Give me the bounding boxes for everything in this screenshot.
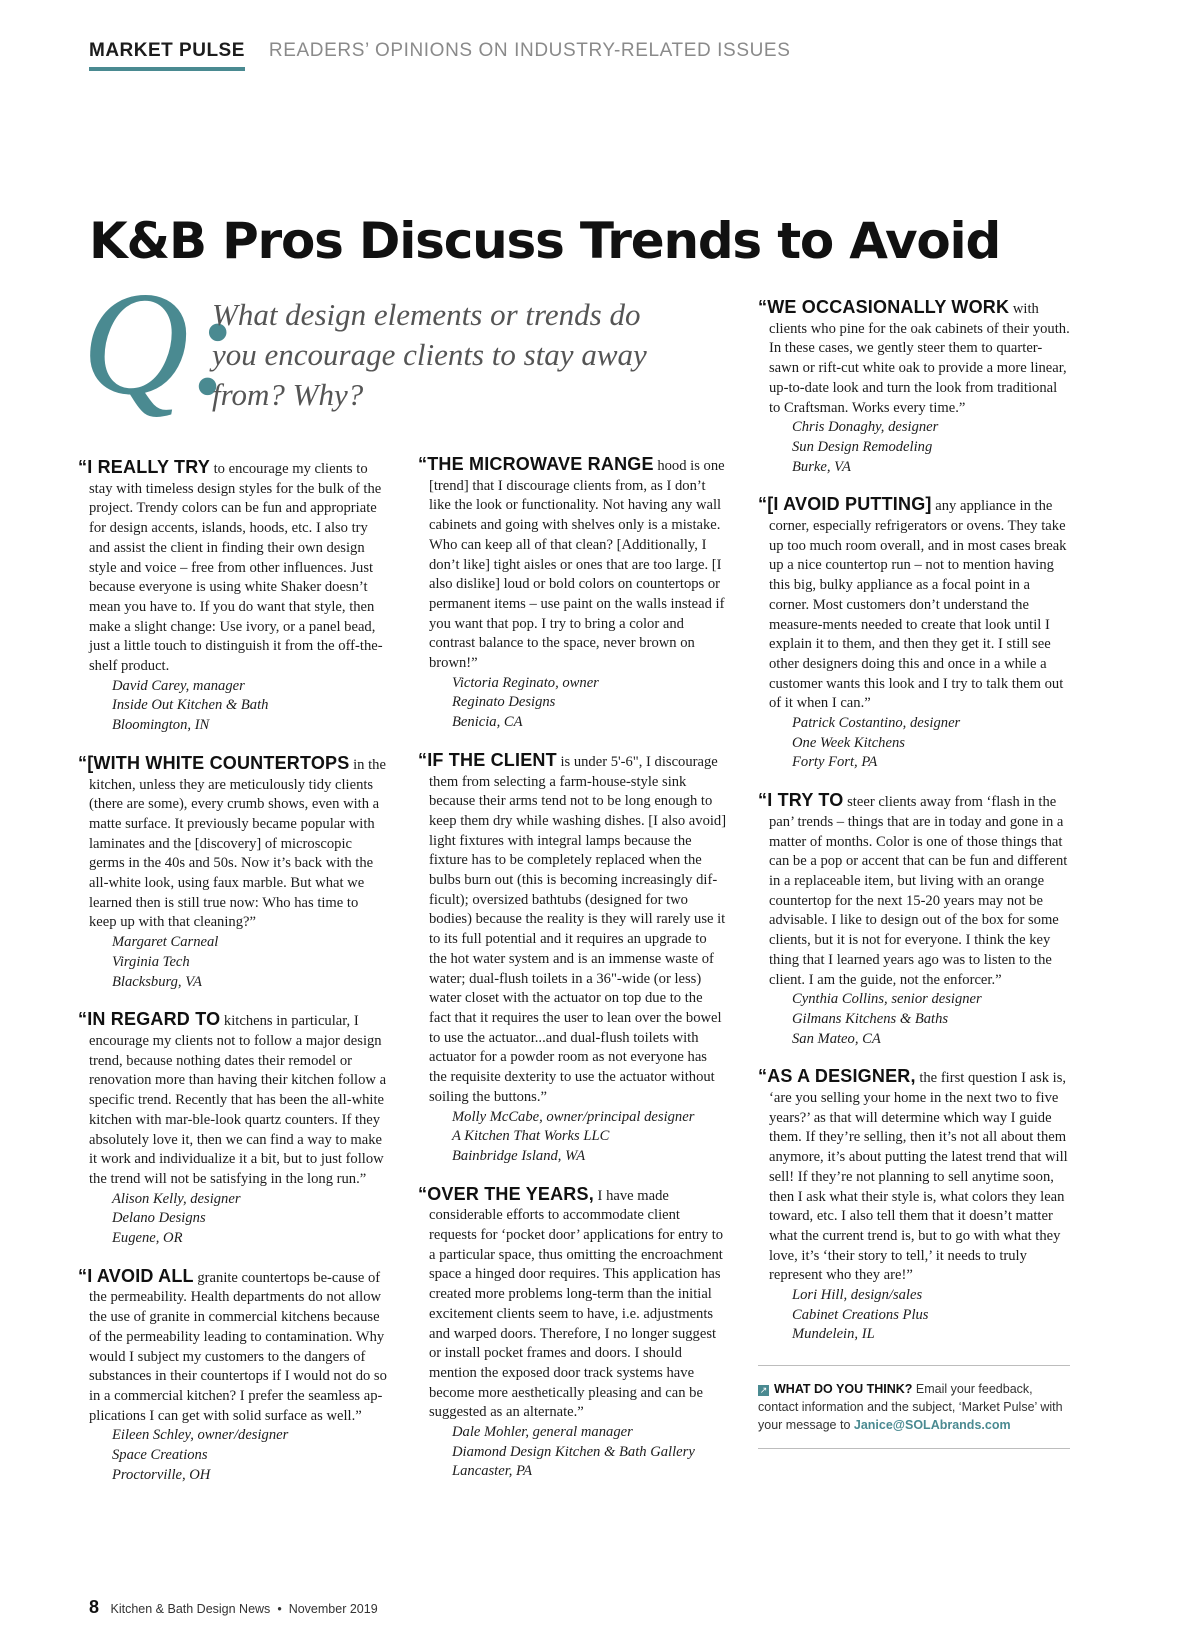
attribution-company: Reginato Designs	[452, 694, 556, 711]
page-number: 8	[89, 1597, 100, 1617]
quote-lead: “THE MICROWAVE RANGE	[418, 454, 654, 474]
column-1	[78, 458, 388, 1503]
attribution	[758, 714, 1070, 773]
attribution-location: Eugene, OR	[112, 1230, 183, 1247]
attribution-location: Proctorville, OH	[112, 1466, 211, 1483]
quote-paragraph	[758, 791, 1070, 990]
quote-lead: “[WITH WHITE COUNTERTOPS	[78, 752, 350, 773]
column-3	[758, 298, 1070, 1449]
attribution-name: Margaret Carneal	[112, 934, 219, 951]
quote-paragraph	[78, 1267, 388, 1427]
attribution-company: Virginia Tech	[112, 953, 190, 970]
quote-entry	[418, 455, 728, 733]
quote-body: steer clients away from ‘flash in the pan’ trends – things that are in today and gone in a matter of months. Color is one of those things that can be a pop or accent that can be fun and different in a replaceable item, but living with an orange countertop for the next 15-20 years may not be advisable. I like to design out of the box for some clients, but it is not for everyone. I think the key thing that I learned years ago was to listen to the client. I am the guide, not the enforcer.”	[769, 794, 1068, 988]
attribution-name: Patrick Costantino, designer	[792, 715, 961, 732]
quote-paragraph	[758, 495, 1070, 714]
quote-body: with clients who pine for the oak cabinets of their youth. In these cases, we gently steer them to quarter-sawn or rift-cut white oak to provide a more linear, up-to-date look and turn the look from traditional to Craftsman. Works every time.”	[769, 301, 1070, 416]
quote-entry	[758, 495, 1070, 773]
quote-paragraph	[758, 298, 1070, 418]
attribution	[78, 933, 388, 992]
publication-name: Kitchen & Bath Design News	[110, 1602, 271, 1616]
quote-body: I have made considerable efforts to accommodate client requests for ‘pocket door’ applications for entry to a particular space, thus omitting the encroachment space a hinged door requires. This application has created more problems long-term than the initial excitement clients seem to have, i.e. adjustments and warped doors. Therefore, I no longer suggest or install pocket frames and doors. I should mention the exposed door track systems have become more aesthetically pleasing and can be suggested as an alternate.”	[429, 1187, 724, 1421]
attribution-name: Chris Donaghy, designer	[792, 419, 939, 436]
attribution-location: Mundelein, IL	[792, 1326, 875, 1343]
attribution-name: Lori Hill, design/sales	[792, 1287, 923, 1304]
quote-entry	[418, 751, 728, 1167]
attribution	[418, 1423, 728, 1482]
question-letter: Q:	[82, 262, 239, 426]
quote-body: any appliance in the corner, especially refrigerators or ovens. They take up too much room overall, and in most cases break up a nice countertop run – not to mention having this big, bulky appliance as a focal point in a corner. Most customers don’t understand the measure-ments needed to create that look until I explain it to them, and then they get it. I still see other designers doing this and once in a while a customer wants this look and I try to talk them out of it when I can.”	[769, 498, 1067, 712]
quote-lead: “I TRY TO	[758, 790, 844, 811]
quote-lead: “I REALLY TRY	[78, 457, 210, 477]
attribution-location: Blacksburg, VA	[112, 973, 202, 990]
attribution-location: Bloomington, IN	[112, 717, 210, 734]
attribution-location: Lancaster, PA	[452, 1463, 533, 1480]
feedback-email-link[interactable]: Janice@SOLAbrands.com	[853, 1418, 1011, 1433]
attribution-name: Eileen Schley, owner/designer	[112, 1427, 289, 1444]
attribution	[758, 1286, 1070, 1345]
column-2	[418, 455, 728, 1500]
quote-paragraph	[418, 1185, 728, 1423]
quote-paragraph	[418, 455, 728, 674]
article-title: K&B Pros Discuss Trends to Avoid	[89, 212, 1001, 270]
quote-paragraph	[78, 458, 388, 677]
attribution-name: David Carey, manager	[112, 677, 245, 694]
quote-body: granite countertops be-cause of the permeability. Health departments do not allow the use of granite in commercial kitchens because of the permeability leading to contamination. Why would I subject my customers to the dangers of substances in their countertops if I would not do so in a commercial kitchen? I prefer the seamless ap-plications I can get with solid surface as well.”	[89, 1269, 387, 1424]
quote-paragraph	[78, 754, 388, 933]
issue-date: November 2019	[288, 1602, 378, 1616]
attribution-company: Inside Out Kitchen & Bath	[112, 697, 269, 714]
attribution-name: Alison Kelly, designer	[112, 1190, 241, 1207]
quote-entry	[758, 298, 1070, 477]
footer-separator: •	[277, 1602, 282, 1616]
quote-entry	[758, 791, 1070, 1049]
quote-lead: “IN REGARD TO	[78, 1009, 221, 1030]
attribution-company: Space Creations	[112, 1447, 208, 1464]
quote-entry	[78, 1010, 388, 1248]
quote-lead: “OVER THE YEARS,	[418, 1183, 594, 1204]
callout-text: Email your feedback, contact information and the subject, ‘Market Pulse’ with your message to	[758, 1382, 1063, 1433]
quote-paragraph	[78, 1010, 388, 1189]
quote-entry	[78, 754, 388, 992]
quote-entry	[78, 458, 388, 736]
attribution-name: Cynthia Collins, senior designer	[792, 991, 982, 1008]
attribution-company: Gilmans Kitchens & Baths	[792, 1010, 949, 1027]
attribution-company: Diamond Design Kitchen & Bath Gallery	[452, 1443, 695, 1460]
quote-lead: “WE OCCASIONALLY WORK	[758, 297, 1010, 317]
arrow-icon: ↗	[759, 1385, 768, 1396]
section-label: MARKET PULSE	[89, 40, 245, 71]
question-text: What design elements or trends do you encourage clients to stay away from? Why?	[212, 297, 647, 412]
attribution	[418, 674, 728, 733]
attribution	[758, 418, 1070, 477]
attribution	[758, 990, 1070, 1049]
callout-label: WHAT DO YOU THINK?	[774, 1382, 913, 1397]
attribution-company: A Kitchen That Works LLC	[452, 1128, 610, 1145]
quote-body: the first question I ask is, ‘are you selling your home in the next two to five years?’ as that will determine which way I guide them. If they’re selling, then it’s not all about them anymore, it’s about putting the latest trend that will sell! If they’re not planning to sell anytime soon, then I ask what their style is, what colors they lean toward, etc. I also tell them that it doesn’t matter what the current trend is, but to go with what they love, it’s ‘their story to tell,’ it needs to truly represent who they are!”	[769, 1070, 1068, 1284]
quote-paragraph	[758, 1067, 1070, 1286]
attribution-location: Benicia, CA	[452, 714, 523, 731]
quote-body: is under 5'-6", I discourage them from selecting a farm-house-style sink because their arms tend not to be long enough to keep them dry while washing dishes. [I also avoid] light fixtures with integral lamps because the fixture has to be completely replaced when the bulbs burn out (this is becoming increasingly dif-ficult); oversized bathtubs (designed for two bodies) because the reality is they will rarely use it to its full potential and it requires an upgrade to the hot water system and is an immense waste of water; dual-flush toilets in a 36"-wide (or less) water closet with the actuator on top due to the fact that it requires the user to lean over the bowel to use the actuator...and dual-flush toilets with actuator for a powder room as not everyone has the requisite dexterity to use the actuator without soiling the buttons.”	[429, 753, 727, 1105]
attribution-name: Dale Mohler, general manager	[452, 1424, 633, 1441]
attribution-company: Cabinet Creations Plus	[792, 1306, 929, 1323]
section-description: READERS’ OPINIONS ON INDUSTRY-RELATED ISSUES	[268, 40, 791, 61]
attribution-company: One Week Kitchens	[792, 734, 905, 751]
quote-lead: “IF THE CLIENT	[418, 749, 557, 770]
page-footer	[89, 1597, 378, 1618]
quote-entry	[758, 1067, 1070, 1345]
attribution-location: Forty Fort, PA	[792, 754, 878, 771]
attribution	[78, 677, 388, 736]
attribution-name: Molly McCabe, owner/principal designer	[452, 1108, 695, 1125]
quote-lead: “I AVOID ALL	[78, 1265, 194, 1286]
attribution	[78, 1426, 388, 1485]
attribution-name: Victoria Reginato, owner	[452, 674, 599, 691]
quote-body: hood is one [trend] that I discourage clients from, as I don’t like the look or functionality. Not having any wall cabinets and going with shelves only is a mistake. Who can keep all of that clean? [Additionally, I don’t like] tight aisles or ones that are too large. [I also dislike] loud or bold colors on countertops or permanent items – use paint on the walls instead if you want that pop. I try to bring a color and contrast balance to the space, never brown on brown!”	[429, 458, 725, 672]
attribution-location: Burke, VA	[792, 458, 851, 475]
quote-lead: “[I AVOID PUTTING]	[758, 494, 932, 515]
quote-entry	[418, 1185, 728, 1483]
quote-paragraph	[418, 751, 728, 1108]
attribution-location: San Mateo, CA	[792, 1030, 881, 1047]
quote-body: in the kitchen, unless they are meticulously tidy clients (there are some), every crumb shows, even with a matte surface. It previously became popular with laminates and the [discovery] of microscopic germs in the 40s and 50s. Now it’s back with the all-white look, using faux marble. But what we learned then is still true now: Who has time to keep up with that cleaning?”	[89, 756, 386, 931]
quote-body: to encourage my clients to stay with timeless design styles for the bulk of the project. Trendy colors can be fun and appropriate for design accents, islands, hoods, etc. I also try and assist the client in finding their own design style and voice – free from other influences. Just because everyone is using white Shaker doesn’t mean you have to. If you do want that style, then make a slight change: Use ivory, or a panel bead, just a little touch to distinguish it from the off-the-shelf product.	[89, 461, 383, 675]
attribution-company: Delano Designs	[112, 1210, 206, 1227]
attribution-location: Bainbridge Island, WA	[452, 1147, 586, 1164]
attribution-company: Sun Design Remodeling	[792, 438, 933, 455]
attribution	[78, 1190, 388, 1249]
attribution	[418, 1108, 728, 1167]
feedback-callout	[758, 1365, 1070, 1449]
quote-body: kitchens in particular, I encourage my clients not to follow a major design trend, because nothing dates their remodel or renovation more than having their kitchen follow a specific trend. Recently that has been the all-white kitchen with mar-ble-look quartz counters. If they absolutely love it, then we can find a way to make it work and individualize it a bit, but to just follow the trend will not be satisfying in the long run.”	[89, 1013, 387, 1187]
quote-entry	[78, 1267, 388, 1486]
quote-lead: “AS A DESIGNER,	[758, 1066, 916, 1087]
page-header	[89, 40, 790, 71]
